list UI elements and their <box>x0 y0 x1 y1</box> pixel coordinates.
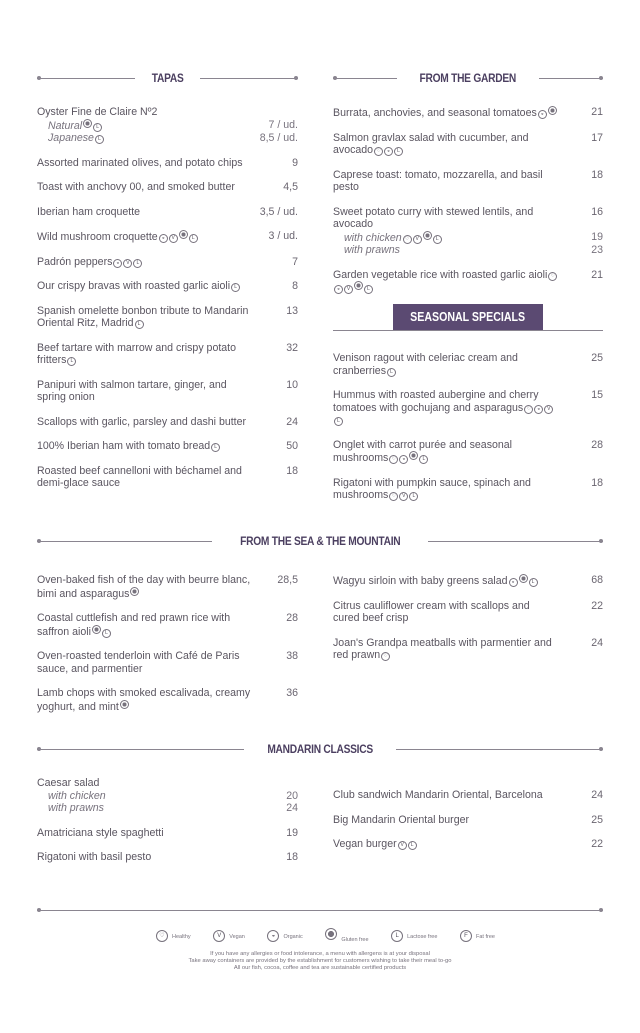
lactose-free-icon: L <box>135 320 144 329</box>
menu-item-row <box>333 637 603 662</box>
variant-price: 24 <box>286 802 298 814</box>
menu-item-row <box>37 416 298 429</box>
organic-icon: ◒ <box>538 110 547 119</box>
item-price: 3,5 / ud. <box>259 205 298 218</box>
menu-item <box>37 687 298 713</box>
menu-item <box>333 439 603 465</box>
menu-item <box>37 851 298 864</box>
item-name-text: Wild mushroom croquette <box>37 231 158 243</box>
menu-item-row <box>333 169 603 194</box>
lactose-free-icon: L <box>67 357 76 366</box>
item-name <box>37 280 240 293</box>
gluten-free-icon <box>519 574 528 583</box>
item-variant <box>37 802 298 815</box>
item-name-text: Our crispy bravas with roasted garlic aioli <box>37 280 231 292</box>
menu-item-row <box>333 106 603 120</box>
menu-item <box>333 389 603 427</box>
organic-icon: ◒ <box>113 259 122 268</box>
menu-item-row <box>333 477 603 502</box>
item-name-text: Caesar salad <box>37 777 100 789</box>
tapas-list <box>37 106 298 502</box>
item-price: 25 <box>591 352 603 364</box>
menu-item <box>37 157 298 170</box>
item-price <box>258 777 298 790</box>
section-header-sea <box>37 533 603 549</box>
organic-icon: ◒ <box>384 147 393 156</box>
sea-list-left <box>37 574 298 725</box>
section-header-garden <box>333 70 603 86</box>
item-price: 21 <box>591 268 603 281</box>
item-price: 68 <box>591 574 603 586</box>
footer-note: If you have any allergies or food intolerance, a menu with allergens is at your disposal <box>210 951 430 957</box>
item-name-text: Assorted marinated olives, and potato chips <box>37 156 243 169</box>
menu-item-row <box>333 600 603 625</box>
item-name-text: Iberian ham croquette <box>37 205 141 218</box>
vegan-icon: V <box>413 235 422 244</box>
legend-label: Vegan <box>229 933 245 940</box>
menu-item-row <box>37 280 298 293</box>
variant-price: 7 / ud. <box>268 118 298 131</box>
healthy-icon: ♡ <box>548 272 557 281</box>
item-name <box>37 181 235 194</box>
item-name-text: Coastal cuttlefish and red prawn rice with saffron aioli <box>37 612 231 638</box>
item-name-text: Rigatoni with pumpkin sauce, spinach and mushrooms <box>333 476 531 501</box>
item-name <box>333 269 558 295</box>
lactose-free-icon: L <box>433 235 442 244</box>
item-name <box>37 612 258 638</box>
menu-item-row <box>37 465 298 490</box>
item-price <box>258 106 298 119</box>
menu-item-row <box>37 777 298 790</box>
lactose-free-icon: L <box>334 417 343 426</box>
item-name <box>333 838 417 851</box>
item-price: 7 <box>292 255 298 268</box>
item-name-text: Vegan burger <box>333 838 397 850</box>
lactose-free-icon: L <box>529 578 538 587</box>
menu-item <box>37 342 298 367</box>
item-price: 10 <box>286 378 298 391</box>
menu-item <box>333 838 603 851</box>
vegan-icon: V <box>123 259 132 268</box>
menu-item-row <box>333 389 603 427</box>
item-name <box>37 106 157 119</box>
item-name-text: Padrón peppers <box>37 255 113 268</box>
menu-item <box>37 230 298 244</box>
item-price: 22 <box>591 599 603 612</box>
lactose-free-icon: L <box>409 492 418 501</box>
healthy-icon: ♡ <box>403 235 412 244</box>
menu-item-row <box>37 650 298 675</box>
menu-item <box>37 574 298 600</box>
lactose-free-icon: L <box>189 234 198 243</box>
menu-item <box>37 379 298 404</box>
menu-item <box>37 440 298 453</box>
menu-item-row <box>333 789 603 802</box>
menu-item-row <box>333 439 603 465</box>
seasonal-list <box>333 352 603 514</box>
menu-item <box>333 132 603 157</box>
gluten-free-icon <box>325 928 337 940</box>
menu-item-row <box>37 827 298 840</box>
menu-item <box>37 777 298 815</box>
vegan-icon: V <box>398 841 407 850</box>
item-price: 15 <box>591 389 603 401</box>
variant-name <box>48 119 102 133</box>
item-price: 9 <box>292 156 298 169</box>
variant-name-text: with chicken <box>48 789 106 802</box>
item-name <box>37 465 258 490</box>
lactose-free-icon: L <box>364 285 373 294</box>
menu-item-row <box>37 206 298 219</box>
menu-item <box>333 477 603 502</box>
item-name <box>333 789 543 802</box>
item-price: 28 <box>286 612 298 624</box>
fat-free-icon: F <box>460 930 472 942</box>
variant-name <box>48 790 106 803</box>
legend-item <box>155 930 191 942</box>
lactose-free-icon: L <box>211 443 220 452</box>
item-price: 50 <box>286 440 298 452</box>
item-name-text: Lamb chops with smoked escalivada, creamy yoghurt, and mint <box>37 687 251 713</box>
menu-item-row <box>37 379 298 404</box>
item-name <box>37 851 151 864</box>
legend-label: Gluten free <box>341 937 369 943</box>
gluten-free-icon <box>409 451 418 460</box>
menu-item-row <box>333 838 603 851</box>
menu-item-row <box>37 440 298 453</box>
item-price: 13 <box>286 304 298 317</box>
item-name-text: Toast with anchovy 00, and smoked butter <box>37 181 235 193</box>
menu-item-row <box>37 574 298 600</box>
gluten-free-icon <box>92 625 101 634</box>
dietary-legend <box>155 928 495 943</box>
section-title: SEASONAL SPECIALS <box>410 310 526 324</box>
item-name-text: Big Mandarin Oriental burger <box>333 813 470 826</box>
item-name <box>333 574 538 588</box>
menu-item <box>37 256 298 269</box>
item-price: 19 <box>286 826 298 839</box>
item-name-text: Amatriciana style spaghetti <box>37 826 164 839</box>
item-name <box>333 439 558 465</box>
lactose-free-icon: L <box>391 930 403 942</box>
legend-label: Healthy <box>172 933 191 940</box>
footer-divider <box>37 902 603 918</box>
menu-item <box>37 206 298 219</box>
menu-item <box>333 600 603 625</box>
seasonal-specials-banner <box>393 304 543 330</box>
item-variant <box>37 790 298 803</box>
item-name <box>333 814 469 827</box>
item-name-text: Oven-roasted tenderloin with Café de Paris sauce, and parmentier <box>37 650 240 675</box>
item-variant <box>37 119 298 133</box>
menu-item <box>37 106 298 145</box>
gluten-free-icon <box>548 106 557 115</box>
legend-item <box>266 930 302 942</box>
item-name-text: Rigatoni with basil pesto <box>37 851 152 863</box>
healthy-icon: ♡ <box>374 147 383 156</box>
garden-list <box>333 106 603 307</box>
menu-item <box>333 574 603 588</box>
menu-item <box>37 827 298 840</box>
menu-item <box>37 305 298 330</box>
item-name-text: Hummus with roasted aubergine and cherry tomatoes with gochujang and asparagus <box>333 389 539 414</box>
vegan-icon: V <box>213 930 225 942</box>
menu-item <box>37 280 298 293</box>
section-header-classics <box>37 741 603 757</box>
item-price: 38 <box>286 650 298 662</box>
organic-icon: ◒ <box>399 455 408 464</box>
divider <box>333 330 603 331</box>
menu-item-row <box>37 305 298 330</box>
item-name-text: Oyster Fine de Claire Nº2 <box>37 106 158 118</box>
variant-price: 8,5 / ud. <box>259 132 298 144</box>
menu-item <box>333 106 603 120</box>
footer-note: Take away containers are provided by the establishment for customers wishing to take their meal to-go <box>188 958 452 964</box>
item-name <box>37 379 258 404</box>
item-price: 32 <box>286 341 298 354</box>
healthy-icon: ♡ <box>524 405 533 414</box>
variant-name-text: with chicken <box>344 231 402 244</box>
healthy-icon: ♡ <box>381 652 390 661</box>
gluten-free-icon <box>423 231 432 240</box>
lactose-free-icon: L <box>419 455 428 464</box>
menu-item <box>333 206 603 257</box>
footer-note: All our fish, cocoa, coffee and tea are sustainable certified products <box>233 965 407 971</box>
item-price: 3 / ud. <box>268 230 298 242</box>
menu-item <box>37 181 298 194</box>
menu-item-row <box>333 206 603 231</box>
lactose-free-icon: L <box>408 841 417 850</box>
item-name <box>37 777 99 790</box>
section-title: TAPAS <box>151 71 184 85</box>
menu-item-row <box>333 132 603 157</box>
item-price: 8 <box>292 280 298 292</box>
variant-name-text: with prawns <box>48 802 104 814</box>
item-variant <box>333 231 603 245</box>
item-name-text: Oven-baked fish of the day with beurre blanc, bimi and asparagus <box>37 574 251 600</box>
menu-item <box>333 814 603 827</box>
item-price: 18 <box>286 851 298 863</box>
item-price: 22 <box>591 838 603 850</box>
vegan-icon: V <box>399 492 408 501</box>
menu-item-row <box>37 612 298 638</box>
healthy-icon: ♡ <box>156 930 168 942</box>
item-price: 24 <box>591 636 603 649</box>
legend-label: Lactose free <box>407 933 438 940</box>
item-name <box>333 352 558 377</box>
item-price: 25 <box>591 813 603 826</box>
menu-item-row <box>333 814 603 827</box>
item-name-text: Caprese toast: tomato, mozzarella, and basil pesto <box>333 168 543 193</box>
item-price: 28,5 <box>277 574 298 586</box>
item-name <box>333 169 558 194</box>
menu-item <box>37 465 298 490</box>
variant-name-text: Japanese <box>48 132 94 144</box>
item-name-text: Sweet potato curry with stewed lentils, and avocado <box>333 205 534 230</box>
organic-icon: ◒ <box>267 930 279 942</box>
classics-list-left <box>37 777 298 876</box>
healthy-icon: ♡ <box>389 492 398 501</box>
item-name <box>333 132 558 157</box>
section-header-tapas <box>37 70 298 86</box>
item-name-text: Onglet with carrot purée and seasonal mushrooms <box>333 438 513 464</box>
item-price: 24 <box>591 789 603 801</box>
item-name <box>37 416 246 429</box>
menu-item-row <box>37 230 298 244</box>
item-price: 18 <box>591 168 603 181</box>
item-variant <box>333 244 603 257</box>
item-name-text: Burrata, anchovies, and seasonal tomatoes <box>333 107 537 119</box>
variant-name <box>344 244 400 257</box>
gluten-free-icon <box>130 587 139 596</box>
organic-icon: ◒ <box>159 234 168 243</box>
menu-item-row <box>37 342 298 367</box>
footer-notes <box>0 951 640 972</box>
item-name <box>37 157 243 170</box>
item-price: 17 <box>591 131 603 144</box>
item-name-text: Club sandwich Mandarin Oriental, Barcelona <box>333 789 543 801</box>
gluten-free-icon <box>354 281 363 290</box>
legend-label: Organic <box>283 933 303 940</box>
variant-name <box>48 132 104 145</box>
item-name <box>37 256 142 269</box>
item-name-text: Joan's Grandpa meatballs with parmentier and red prawn <box>333 636 552 661</box>
lactose-free-icon: L <box>133 259 142 268</box>
gluten-free-icon <box>83 119 92 128</box>
menu-item <box>333 789 603 802</box>
classics-list-right <box>333 789 603 863</box>
lactose-free-icon: L <box>231 283 240 292</box>
item-name-text: Venison ragout with celeriac cream and cranberries <box>333 352 518 377</box>
item-price: 36 <box>286 687 298 699</box>
lactose-free-icon: L <box>93 123 102 132</box>
item-name <box>37 230 198 244</box>
item-name-text: Roasted beef cannelloni with béchamel and demi-glace sauce <box>37 464 242 489</box>
item-price: 18 <box>591 476 603 489</box>
menu-item-row <box>37 181 298 194</box>
item-name <box>333 206 558 231</box>
item-name-text: Citrus cauliflower cream with scallops and cured beef crisp <box>333 599 530 624</box>
item-name <box>333 389 558 427</box>
item-variant <box>37 132 298 145</box>
menu-item-row <box>37 851 298 864</box>
organic-icon: ◒ <box>534 405 543 414</box>
variant-name <box>48 802 104 815</box>
gluten-free-icon <box>179 230 188 239</box>
item-name <box>37 206 140 219</box>
lactose-free-icon: L <box>102 629 111 638</box>
vegan-icon: V <box>344 285 353 294</box>
menu-item <box>333 637 603 662</box>
section-title: FROM THE SEA & THE MOUNTAIN <box>239 534 401 548</box>
menu-item <box>37 416 298 429</box>
variant-price: 23 <box>591 244 603 256</box>
item-name <box>37 650 258 675</box>
menu-item <box>333 169 603 194</box>
item-name-text: Spanish omelette bonbon tribute to Mandarin Oriental Ritz, Madrid <box>37 304 249 329</box>
menu-item-row <box>37 106 298 119</box>
item-name <box>37 574 258 600</box>
item-name-text: Garden vegetable rice with roasted garlic aioli <box>333 268 548 281</box>
menu-item-row <box>333 352 603 377</box>
item-price: 21 <box>591 106 603 118</box>
item-name <box>37 440 220 453</box>
menu-item <box>37 650 298 675</box>
lactose-free-icon: L <box>387 368 396 377</box>
sea-list-right <box>333 574 603 674</box>
item-name <box>37 827 164 840</box>
item-price: 4,5 <box>283 181 298 193</box>
lactose-free-icon: L <box>95 135 104 144</box>
menu-item <box>333 269 603 295</box>
item-name <box>37 305 258 330</box>
menu-item <box>333 352 603 377</box>
legend-item <box>324 928 368 943</box>
menu-item-row <box>37 687 298 713</box>
vegan-icon: V <box>544 405 553 414</box>
menu-item-row <box>333 269 603 295</box>
vegan-icon: V <box>169 234 178 243</box>
item-name-text: 100% Iberian ham with tomato bread <box>37 440 211 452</box>
item-name-text: Salmon gravlax salad with cucumber, and avocado <box>333 131 529 156</box>
menu-item-row <box>37 256 298 269</box>
lactose-free-icon: L <box>394 147 403 156</box>
organic-icon: ◒ <box>334 285 343 294</box>
menu-item-row <box>333 574 603 588</box>
variant-price: 19 <box>591 230 603 243</box>
section-title: FROM THE GARDEN <box>419 71 517 85</box>
item-name <box>333 477 558 502</box>
item-name-text: Beef tartare with marrow and crispy potato fritters <box>37 341 237 366</box>
legend-item <box>212 930 245 942</box>
item-price: 24 <box>286 415 298 428</box>
item-name-text: Panipuri with salmon tartare, ginger, and spring onion <box>37 378 227 403</box>
menu-item-row <box>37 157 298 170</box>
item-price: 16 <box>591 205 603 218</box>
variant-price: 20 <box>286 789 298 802</box>
variant-name <box>344 231 442 245</box>
organic-icon: ◒ <box>509 578 518 587</box>
menu-item <box>37 612 298 638</box>
item-name <box>37 687 258 713</box>
item-name <box>333 106 557 120</box>
variant-name-text: Natural <box>48 119 83 132</box>
item-name-text: Scallops with garlic, parsley and dashi butter <box>37 415 247 428</box>
legend-item <box>459 930 495 942</box>
gluten-free-icon <box>120 700 129 709</box>
variant-name-text: with prawns <box>344 244 400 256</box>
item-name <box>333 637 558 662</box>
healthy-icon: ♡ <box>389 455 398 464</box>
item-name-text: Wagyu sirloin with baby greens salad <box>333 575 508 587</box>
section-title: MANDARIN CLASSICS <box>267 742 373 756</box>
item-price: 28 <box>591 438 603 451</box>
item-name <box>333 600 558 625</box>
legend-item <box>390 930 437 942</box>
legend-label: Fat free <box>476 933 495 940</box>
item-name <box>37 342 258 367</box>
item-price: 18 <box>286 464 298 477</box>
